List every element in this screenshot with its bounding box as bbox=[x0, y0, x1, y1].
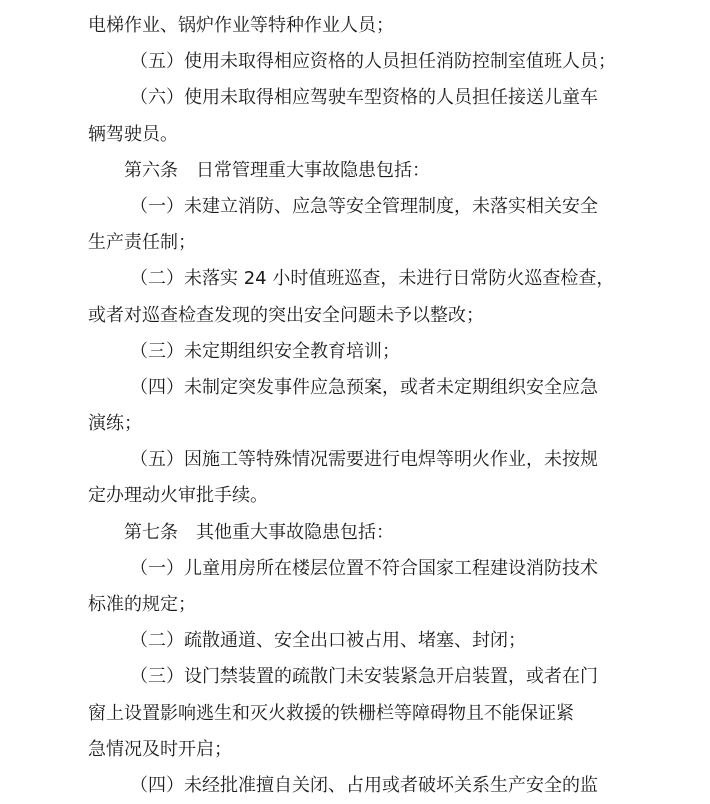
text-line-14: 定办理动火审批手续。 bbox=[88, 485, 268, 507]
document-body bbox=[88, 8, 628, 804]
text-line-9: 或者对巡查检查发现的突出安全问题未予以整改； bbox=[88, 304, 484, 326]
text-line-19: （三）设门禁装置的疏散门未安装紧急开启装置，或者在门 bbox=[130, 666, 598, 688]
text-line-16: （一）儿童用房所在楼层位置不符合国家工程建设消防技术 bbox=[130, 557, 598, 579]
text-line-20: 窗上设置影响逃生和灭火救援的铁栅栏等障碍物且不能保证紧 bbox=[88, 702, 574, 724]
text-line-12: 演练； bbox=[88, 413, 142, 435]
text-line-6: （一）未建立消防、应急等安全管理制度，未落实相关安全 bbox=[130, 195, 598, 217]
text-line-8: （二）未落实 24 小时值班巡查，未进行日常防火巡查检查， bbox=[130, 268, 615, 290]
text-line-4: 辆驾驶员。 bbox=[88, 123, 178, 145]
text-line-1: 电梯作业、锅炉作业等特种作业人员； bbox=[88, 15, 394, 36]
text-line-17: 标准的规定； bbox=[88, 594, 196, 615]
article-7-heading: 第七条 其他重大事故隐患包括： bbox=[124, 521, 394, 543]
text-line-11: （四）未制定突发事件应急预案，或者未定期组织安全应急 bbox=[130, 376, 598, 398]
text-line-18: （二）疏散通道、安全出口被占用、堵塞、封闭； bbox=[130, 630, 526, 652]
article-6-heading: 第六条 日常管理重大事故隐患包括： bbox=[124, 159, 430, 181]
text-line-2: （五）使用未取得相应资格的人员担任消防控制室值班人员； bbox=[130, 51, 616, 73]
text-line-22: （四）未经批准擅自关闭、占用或者破坏关系生产安全的监 bbox=[130, 774, 598, 796]
text-line-13: （五）因施工等特殊情况需要进行电焊等明火作业，未按规 bbox=[130, 449, 598, 471]
text-line-7: 生产责任制； bbox=[88, 232, 196, 254]
text-line-21: 急情况及时开启； bbox=[88, 738, 232, 760]
text-line-10: （三）未定期组织安全教育培训； bbox=[130, 340, 400, 362]
text-line-3: （六）使用未取得相应驾驶车型资格的人员担任接送儿童车 bbox=[130, 87, 598, 109]
